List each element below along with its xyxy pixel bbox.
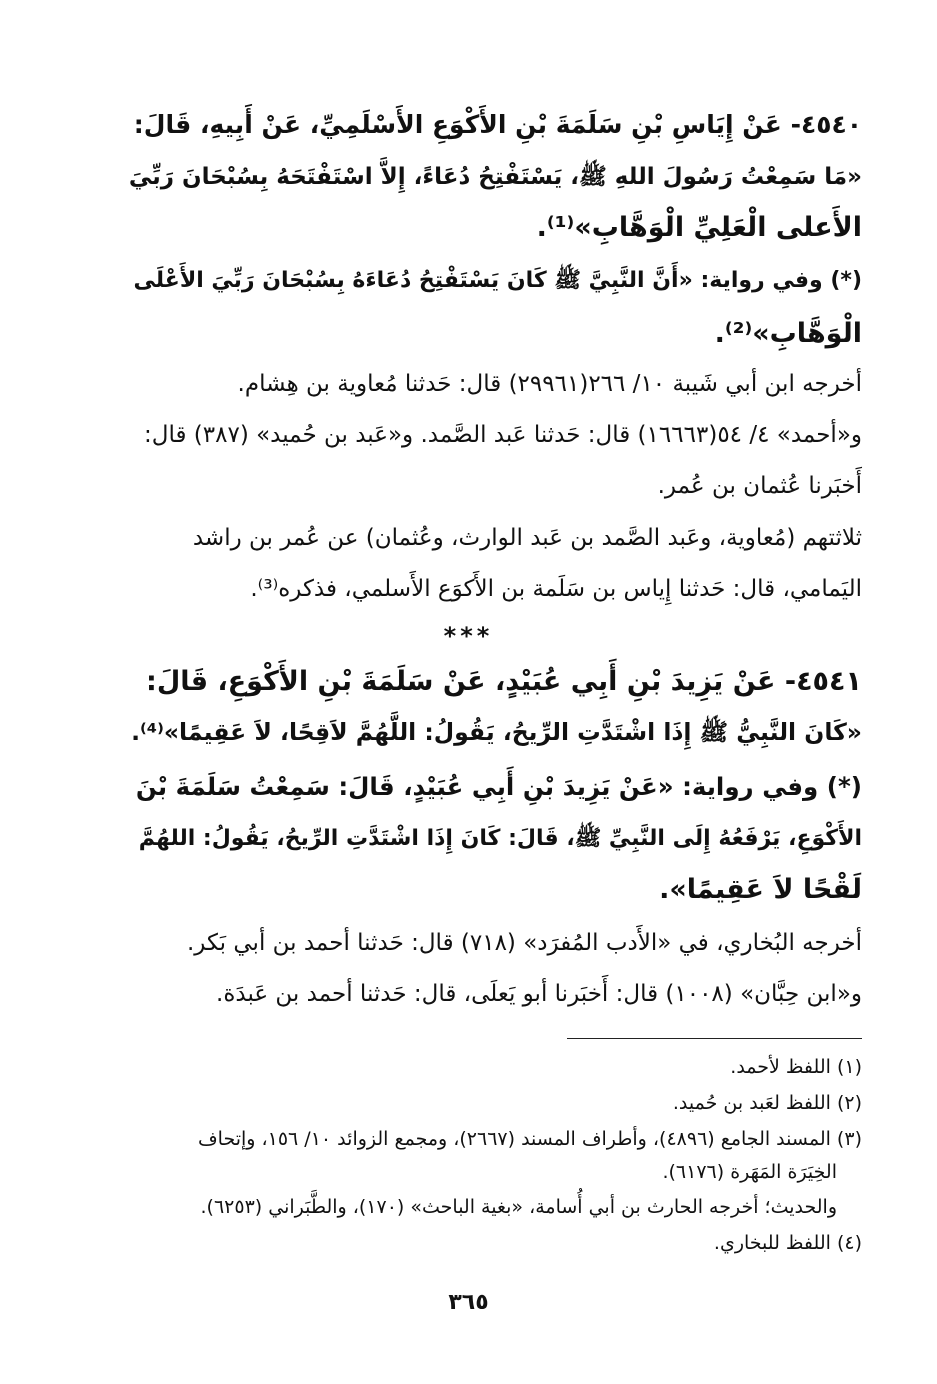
section-separator: *** [443,622,494,650]
hadith-4540-takhrij-line: أَخبَرنا عُثمان بن عُمر. [657,473,862,499]
hadith-4541-variant-line: لَقْحًا لاَ عَقِيمًا». [659,874,862,905]
hadith-4541-variant-line: الأَكْوَعِ، يَرْفَعُهُ إِلَى النَّبِيِّ ﷺ، قَالَ: كَانَ إِذَا اشْتَدَّتِ الرِّيحُ، يَقُولُ: اللهُمَّ [138,826,862,851]
footnote-4: (٤) اللفظ للبخاري. [713,1232,862,1254]
hadith-4540-takhrij-line: ثلاثتهم (مُعاوية، وعَبد الصَّمد بن عَبد الوارث، وعُثمان) عن عُمر بن راشد [192,525,862,551]
hadith-4540-variant-line: الْوَهَّابِ»⁽²⁾. [714,318,862,349]
footnote-divider [567,1038,862,1039]
hadith-4541-variant-line: (*) وفي رواية: «عَنْ يَزِيدَ بْنِ أَبِي عُبَيْدٍ، قَالَ: سَمِعْتُ سَلَمَةَ بْنَ [135,772,862,801]
hadith-4540-takhrij-line: اليَمامي، قال: حَدثنا إِياس بن سَلَمة بن الأَكوَع الأَسلمي، فذكره⁽³⁾. [250,576,862,602]
hadith-4541-takhrij-line: أخرجه البُخاري، في «الأَدب المُفرَد» (٧١٨) قال: حَدثنا أحمد بن أبي بَكر. [186,930,862,956]
footnote-1: (١) اللفظ لأحمد. [730,1056,862,1078]
hadith-4540-text-line: «مَا سَمِعْتُ رَسُولَ اللهِ ﷺ، يَسْتَفْتِحُ دُعَاءً، إِلاَّ اسْتَفْتَحَهُ بِسُبْحَانَ رَبِّيَ [128,164,862,190]
footnote-2: (٢) اللفظ لعَبد بن حُميد. [672,1092,862,1114]
hadith-4541-heading: ٤٥٤١- عَنْ يَزِيدَ بْنِ أَبِي عُبَيْدٍ، عَنْ سَلَمَةَ بْنِ الأَكْوَعِ، قَالَ: [146,666,862,697]
hadith-4541-text-line: «كَانَ النَّبِيُّ ﷺ إِذَا اشْتَدَّتِ الرِّيحُ، يَقُولُ: اللَّهُمَّ لاَقِحًا، لاَ عَقِيمًا»⁽⁴⁾. [131,718,862,746]
hadith-4540-takhrij-line: أخرجه ابن أبي شَيبة ١٠/ ٢٦٦(٢٩٩٦١) قال: حَدثنا مُعاوية بن هِشام. [237,371,862,397]
page-number: ٣٦٥ [448,1290,489,1315]
hadith-4540-text-line: الأَعلى الْعَلِيِّ الْوَهَّابِ»⁽¹⁾. [536,212,862,243]
hadith-4541-takhrij-line: و«ابن حِبَّان» (١٠٠٨) قال: أَخبَرنا أبو يَعلَى، قال: حَدثنا أحمد بن عَبدَة. [216,981,862,1007]
hadith-4540-takhrij-line: و«أحمد» ٤/ ٥٤(١٦٦٦٣) قال: حَدثنا عَبد الصَّمد. و«عَبد بن حُميد» (٣٨٧) قال: [144,422,862,448]
footnote-3-line: والحديث؛ أخرجه الحارث بن أبي أُسامة، «بغية الباحث» (١٧٠)، والطَّبَراني (٦٢٥٣). [200,1196,837,1218]
footnote-3-line: (٣) المسند الجامع (٤٨٩٦)، وأطراف المسند (٢٦٦٧)، ومجمع الزوائد ١٠/ ١٥٦، وإتحاف [197,1128,862,1150]
hadith-4540-heading: ٤٥٤٠- عَنْ إِيَاسِ بْنِ سَلَمَةَ بْنِ الأَكْوَعِ الأَسْلَمِيِّ، عَنْ أَبِيهِ، قَالَ: [133,110,862,139]
footnote-3-line: الخِيَرَة المَهَرة (٦١٧٦). [662,1161,837,1183]
hadith-4540-variant-line: (*) وفي رواية: «أَنَّ النَّبِيَّ ﷺ كَانَ يَسْتَفْتِحُ دُعَاءَهُ بِسُبْحَانَ رَبِّيَ الأَعْلَى [133,268,862,293]
